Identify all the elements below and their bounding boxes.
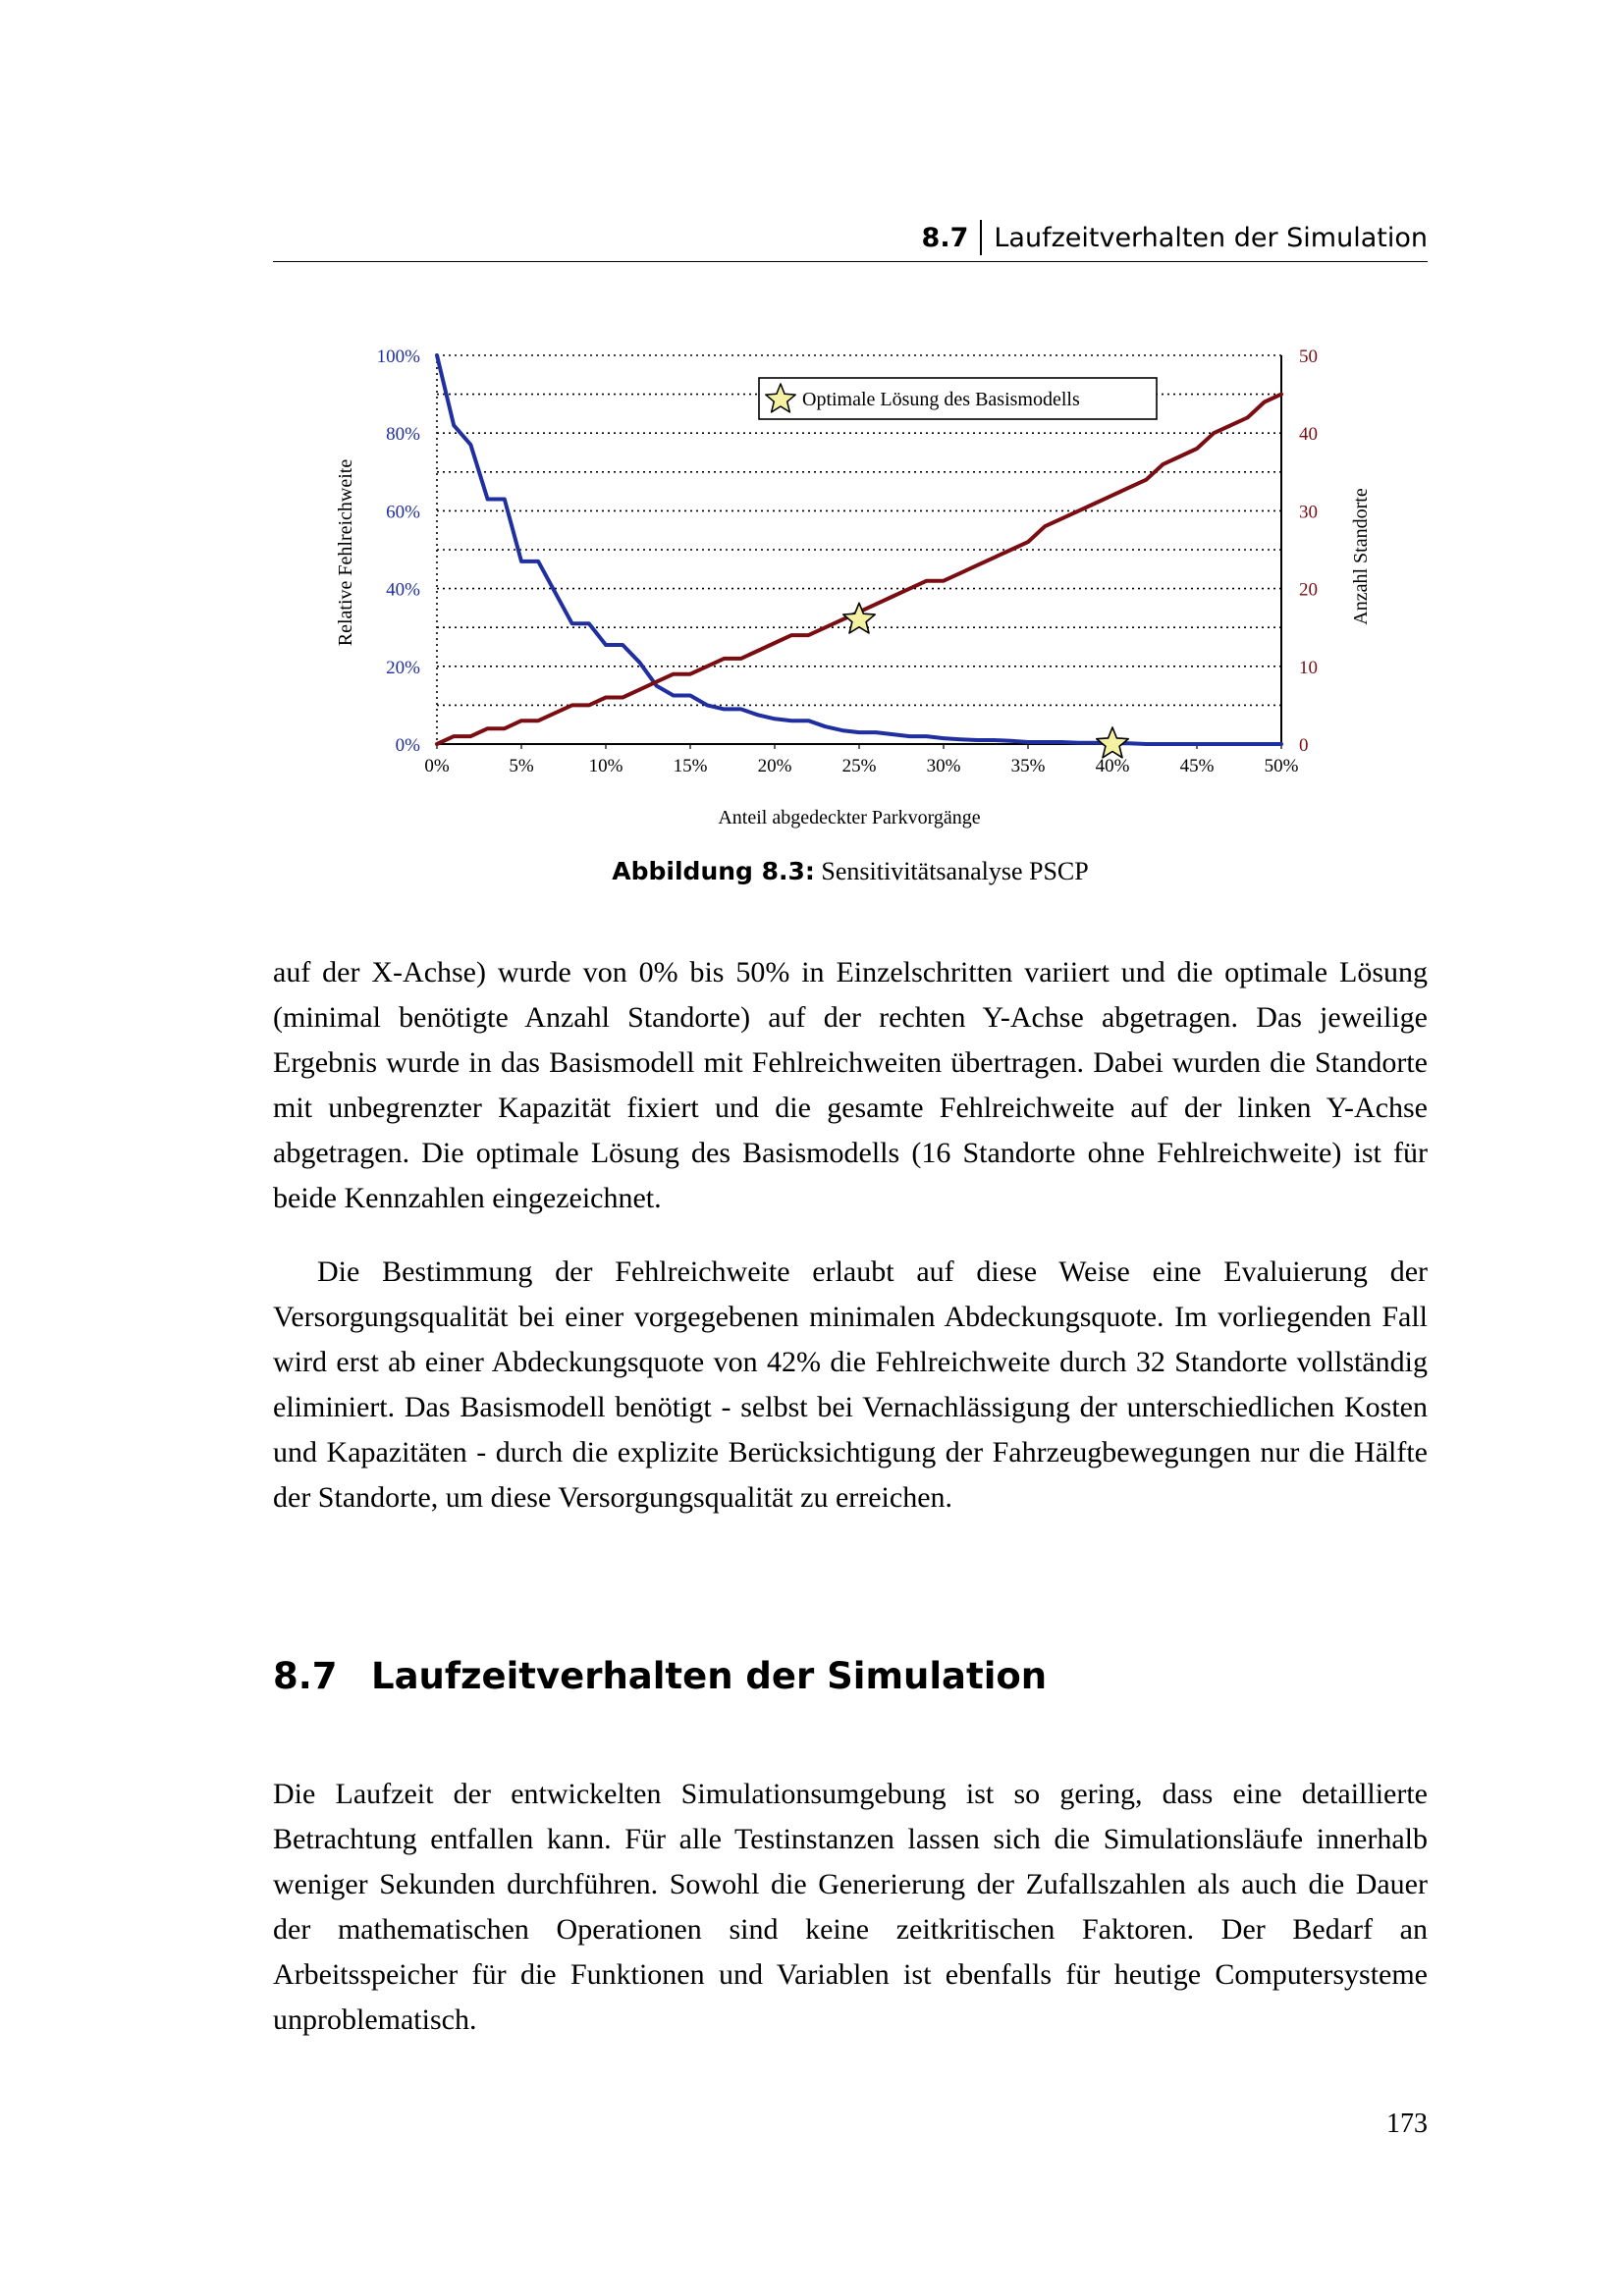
y-left-tick-label: 0% [395, 735, 420, 756]
y-right-tick-label: 0 [1299, 735, 1309, 756]
x-tick-label: 10% [588, 756, 623, 776]
x-tick-label: 15% [673, 756, 708, 776]
section-paragraph: Die Laufzeit der entwickelten Simulationsumgebung ist so gering, dass eine detaillierte Betrachtung entfallen kann. Für alle Testinstanzen lassen sich die Simulationsläufe innerhalb weniger Sekunden durchführen. Sowohl die Generierung der Zufallszahlen als auch die Dauer der mathematischen Operationen sind keine zeitkritischen Faktoren. Der Bedarf an Arbeitsspeicher für die Funktionen und Variablen ist ebenfalls für heutige Computersysteme unproblematisch. [273, 1778, 1428, 2036]
y-right-tick-label: 50 [1299, 347, 1318, 367]
x-tick-label: 40% [1095, 756, 1130, 776]
y-left-tick-label: 60% [386, 502, 420, 523]
caption-label: Abbildung 8.3: [612, 857, 815, 885]
series-line-standorte [437, 395, 1281, 744]
y-axis-left-label: Relative Fehlreichweite [335, 458, 356, 647]
y-right-tick-label: 10 [1299, 657, 1318, 678]
running-head [273, 214, 1428, 262]
x-tick-label: 35% [1010, 756, 1046, 776]
y-left-tick-label: 20% [386, 657, 420, 678]
section-heading [273, 1655, 1047, 1697]
x-tick-label: 0% [424, 756, 450, 776]
legend-label: Optimale Lösung des Basismodells [802, 389, 1080, 410]
y-right-tick-label: 30 [1299, 502, 1318, 523]
chart-legend [759, 378, 1157, 419]
figure-caption [273, 857, 1428, 886]
y-left-tick-label: 80% [386, 424, 420, 446]
x-tick-label: 5% [509, 756, 534, 776]
x-tick-label: 25% [841, 756, 877, 776]
section-number: 8.7 [273, 1655, 338, 1697]
x-tick-label: 20% [757, 756, 792, 776]
y-left-tick-label: 100% [376, 347, 420, 367]
y-axis-right-label: Anzahl Standorte [1350, 488, 1372, 625]
y-right-tick-label: 20 [1299, 579, 1318, 601]
y-left-tick-label: 40% [386, 579, 420, 601]
page-number: 173 [1386, 2109, 1428, 2139]
running-head-number: 8.7 [921, 222, 969, 253]
running-head-title: Laufzeitverhalten der Simulation [994, 222, 1428, 253]
running-head-separator [980, 220, 982, 255]
sensitivity-chart [314, 324, 1394, 834]
section-title-text: Laufzeitverhalten der Simulation [371, 1655, 1048, 1697]
caption-text: Sensitivitätsanalyse PSCP [821, 857, 1089, 885]
x-tick-label: 45% [1179, 756, 1215, 776]
x-tick-label: 30% [926, 756, 961, 776]
paragraph-1: auf der X-Achse) wurde von 0% bis 50% in Einzelschritten variiert und die optimale Lösung (minimal benötigte Anzahl Standorte) auf der rechten Y-Achse abgetragen. Das jeweilige Ergebnis wurde in das Basismodell mit Fehlreichweiten übertragen. Dabei wurden die Standorte mit unbegrenzter Kapazität fixiert und die gesamte Fehlreichweite auf der linken Y-Achse abgetragen. Die optimale Lösung des Basismodells (16 Standorte ohne Fehlreichweite) ist für beide Kennzahlen eingezeichnet. [273, 956, 1428, 1214]
x-axis-label: Anteil abgedeckter Parkvorgänge [718, 807, 981, 828]
paragraph-2: Die Bestimmung der Fehlreichweite erlaubt auf diese Weise eine Evaluierung der Versorgungsqualität bei einer vorgegebenen minimalen Abdeckungsquote. Im vorliegenden Fall wird erst ab einer Abdeckungsquote von 42% die Fehlreichweite durch 32 Standorte vollständig eliminiert. Das Basismodell benötigt - selbst bei Vernachlässigung der unterschiedlichen Kosten und Kapazitäten - durch die explizite Berücksichtigung der Fahrzeugbewegungen nur die Hälfte der Standorte, um diese Versorgungsqualität zu erreichen. [273, 1255, 1428, 1514]
x-tick-label: 50% [1264, 756, 1299, 776]
star-marker-fehlreichweite [1097, 727, 1128, 758]
y-right-tick-label: 40 [1299, 424, 1318, 446]
